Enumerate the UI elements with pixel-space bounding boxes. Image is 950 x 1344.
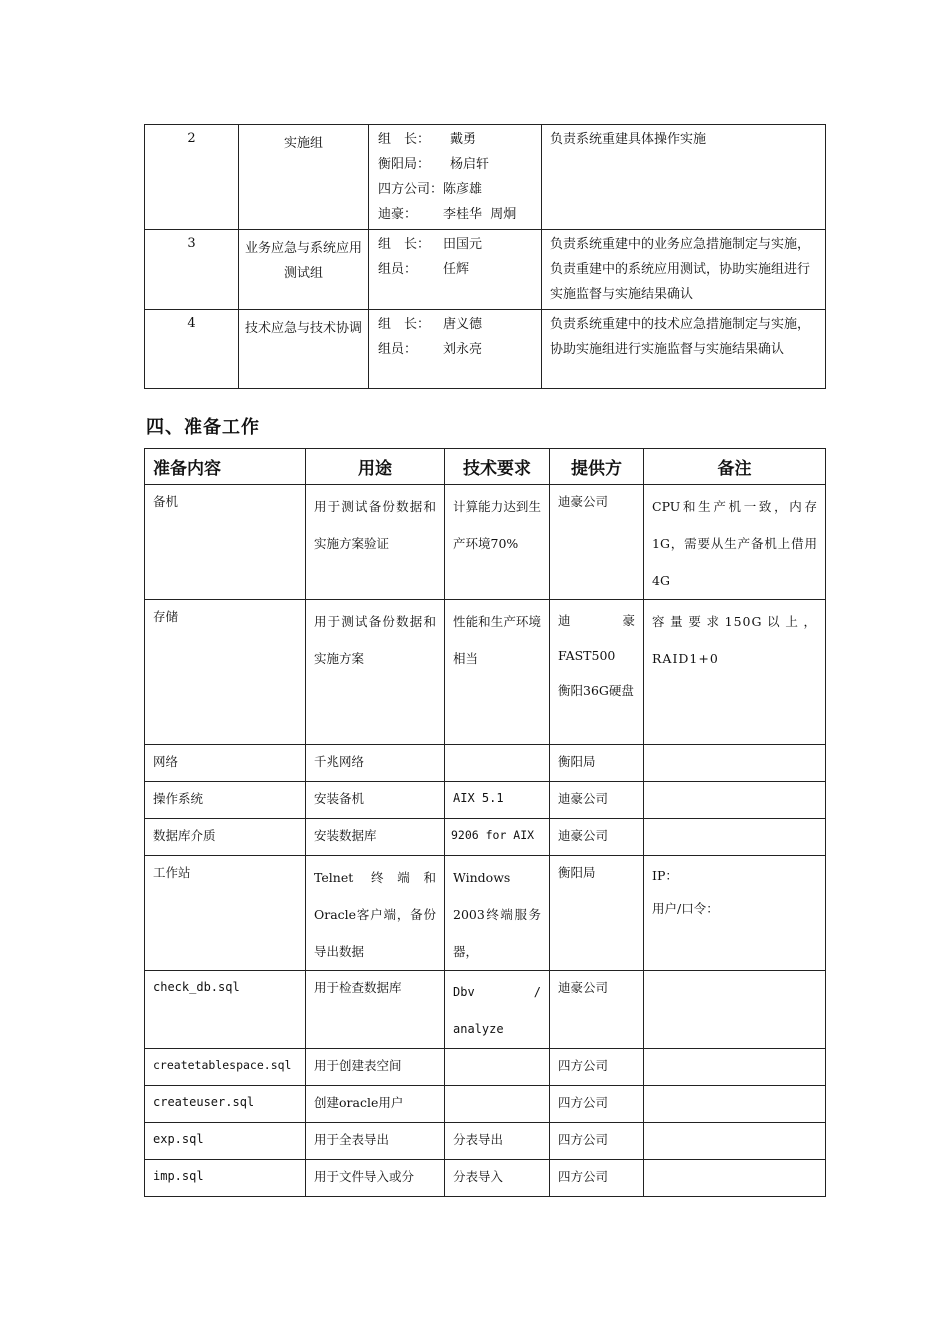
member-line — [378, 232, 541, 257]
cell-requirement — [445, 745, 550, 782]
member-line — [378, 257, 541, 282]
cell-purpose: 安装备机 — [306, 782, 445, 819]
member-role: 组员： — [378, 262, 418, 277]
table-row — [145, 1086, 826, 1123]
group-members — [369, 310, 542, 389]
member-role: 组员： — [378, 342, 418, 357]
member-line — [378, 202, 541, 227]
provider-line: FAST500 — [558, 648, 616, 663]
cell-item: exp.sql — [145, 1123, 306, 1160]
column-header: 准备内容 — [145, 449, 306, 485]
cell-item: check_db.sql — [145, 971, 306, 1049]
table-row — [145, 1160, 826, 1197]
cell-requirement: 9206 for AIX — [445, 819, 550, 856]
team-table — [144, 124, 826, 389]
cell-requirement: 分表导入 — [445, 1160, 550, 1197]
group-name: 实施组 — [239, 125, 369, 230]
cell-requirement: 计算能力达到生产环境70% — [445, 485, 550, 600]
cell-purpose: 用于检查数据库 — [306, 971, 445, 1049]
cell-note — [644, 1123, 826, 1160]
requirement-text: / — [533, 985, 541, 999]
column-header: 备注 — [644, 449, 826, 485]
table-row — [145, 1123, 826, 1160]
member-line — [378, 127, 541, 152]
cell-provider — [550, 600, 644, 745]
member-names: 杨启轩 — [450, 157, 490, 172]
cell-purpose: 用于创建表空间 — [306, 1049, 445, 1086]
group-name: 业务应急与系统应用测试组 — [239, 230, 369, 310]
cell-requirement: 分表导出 — [445, 1123, 550, 1160]
provider-line: 衡阳36G硬盘 — [558, 683, 634, 698]
cell-provider: 四方公司 — [550, 1123, 644, 1160]
requirement-line: analyze — [453, 1022, 504, 1036]
cell-purpose: 用于测试备份数据和实施方案验证 — [306, 485, 445, 600]
cell-provider: 四方公司 — [550, 1160, 644, 1197]
cell-provider: 衡阳局 — [550, 745, 644, 782]
cell-provider: 迪豪公司 — [550, 971, 644, 1049]
cell-item: 备机 — [145, 485, 306, 600]
cell-purpose: Telnet 终端和Oracle客户端，备份导出数据 — [306, 856, 445, 971]
section-title: 四、准备工作 — [146, 417, 260, 438]
cell-purpose: 用于测试备份数据和实施方案 — [306, 600, 445, 745]
cell-requirement — [445, 1086, 550, 1123]
cell-purpose: 千兆网络 — [306, 745, 445, 782]
column-header: 提供方 — [550, 449, 644, 485]
cell-item: imp.sql — [145, 1160, 306, 1197]
cell-provider: 四方公司 — [550, 1086, 644, 1123]
table-header-row — [145, 449, 826, 485]
group-duty: 负责系统重建具体操作实施 — [542, 125, 826, 230]
cell-provider: 迪豪公司 — [550, 782, 644, 819]
column-header: 技术要求 — [445, 449, 550, 485]
member-names: 任辉 — [443, 262, 470, 277]
cell-purpose: 创建oracle用户 — [306, 1086, 445, 1123]
table-row — [145, 125, 826, 230]
table-row — [145, 819, 826, 856]
table-row — [145, 1049, 826, 1086]
cell-item: 存储 — [145, 600, 306, 745]
cell-purpose: 用于文件导入或分 — [306, 1160, 445, 1197]
cell-note — [644, 1049, 826, 1086]
cell-purpose: 用于全表导出 — [306, 1123, 445, 1160]
cell-note: CPU和生产机一致，内存1G，需要从生产备机上借用4G — [644, 485, 826, 600]
row-number: 2 — [145, 125, 239, 230]
cell-provider: 迪豪公司 — [550, 819, 644, 856]
row-number: 3 — [145, 230, 239, 310]
cell-provider: 迪豪公司 — [550, 485, 644, 600]
table-row — [145, 310, 826, 389]
cell-note — [644, 782, 826, 819]
cell-item: 操作系统 — [145, 782, 306, 819]
member-names: 陈彦雄 — [443, 182, 483, 197]
member-names: 田国元 — [443, 237, 483, 252]
member-names: 李桂华 周炯 — [443, 207, 517, 222]
member-names: 刘永亮 — [443, 342, 483, 357]
cell-note — [644, 1086, 826, 1123]
requirement-text: Dbv — [453, 985, 475, 999]
cell-provider: 四方公司 — [550, 1049, 644, 1086]
member-role: 组 长： — [378, 317, 431, 332]
group-members — [369, 125, 542, 230]
table-row — [145, 230, 826, 310]
member-role: 衡阳局： — [378, 157, 431, 172]
cell-requirement: Windows 2003终端服务器， — [445, 856, 550, 971]
member-role: 组 长： — [378, 132, 431, 147]
table-row — [145, 600, 826, 745]
note-line: IP： — [652, 868, 678, 883]
member-names: 戴勇 — [450, 132, 477, 147]
provider-text: 豪 — [622, 613, 635, 628]
group-members — [369, 230, 542, 310]
cell-note — [644, 1160, 826, 1197]
member-names: 唐义德 — [443, 317, 483, 332]
cell-purpose: 安装数据库 — [306, 819, 445, 856]
column-header: 用途 — [306, 449, 445, 485]
cell-requirement: 性能和生产环境相当 — [445, 600, 550, 745]
provider-line — [558, 603, 635, 638]
cell-item: 网络 — [145, 745, 306, 782]
cell-item: 数据库介质 — [145, 819, 306, 856]
preparation-table — [144, 448, 826, 1197]
cell-note — [644, 971, 826, 1049]
cell-note — [644, 856, 826, 971]
cell-requirement — [445, 1049, 550, 1086]
cell-note: 容量要求150G以上，RAID1+0 — [644, 600, 826, 745]
table-row — [145, 971, 826, 1049]
cell-note — [644, 819, 826, 856]
member-role: 迪豪： — [378, 207, 418, 222]
group-duty: 负责系统重建中的业务应急措施制定与实施，负责重建中的系统应用测试，协助实施组进行实施监督与实施结果确认 — [542, 230, 826, 310]
cell-item: createtablespace.sql — [145, 1049, 306, 1086]
member-line — [378, 152, 541, 177]
member-line — [378, 337, 541, 362]
table-row — [145, 856, 826, 971]
cell-provider: 衡阳局 — [550, 856, 644, 971]
requirement-line — [453, 974, 541, 1011]
cell-item: createuser.sql — [145, 1086, 306, 1123]
note-line: 用户/口令： — [652, 901, 719, 916]
table-row — [145, 745, 826, 782]
table-row — [145, 782, 826, 819]
cell-requirement — [445, 971, 550, 1049]
cell-item: 工作站 — [145, 856, 306, 971]
member-line — [378, 177, 541, 202]
member-role: 组 长： — [378, 237, 431, 252]
cell-requirement: AIX 5.1 — [445, 782, 550, 819]
member-line — [378, 312, 541, 337]
table-row — [145, 485, 826, 600]
group-name: 技术应急与技术协调 — [239, 310, 369, 389]
provider-text: 迪 — [558, 613, 571, 628]
row-number: 4 — [145, 310, 239, 389]
group-duty: 负责系统重建中的技术应急措施制定与实施，协助实施组进行实施监督与实施结果确认 — [542, 310, 826, 389]
cell-note — [644, 745, 826, 782]
member-role: 四方公司： — [378, 182, 444, 197]
